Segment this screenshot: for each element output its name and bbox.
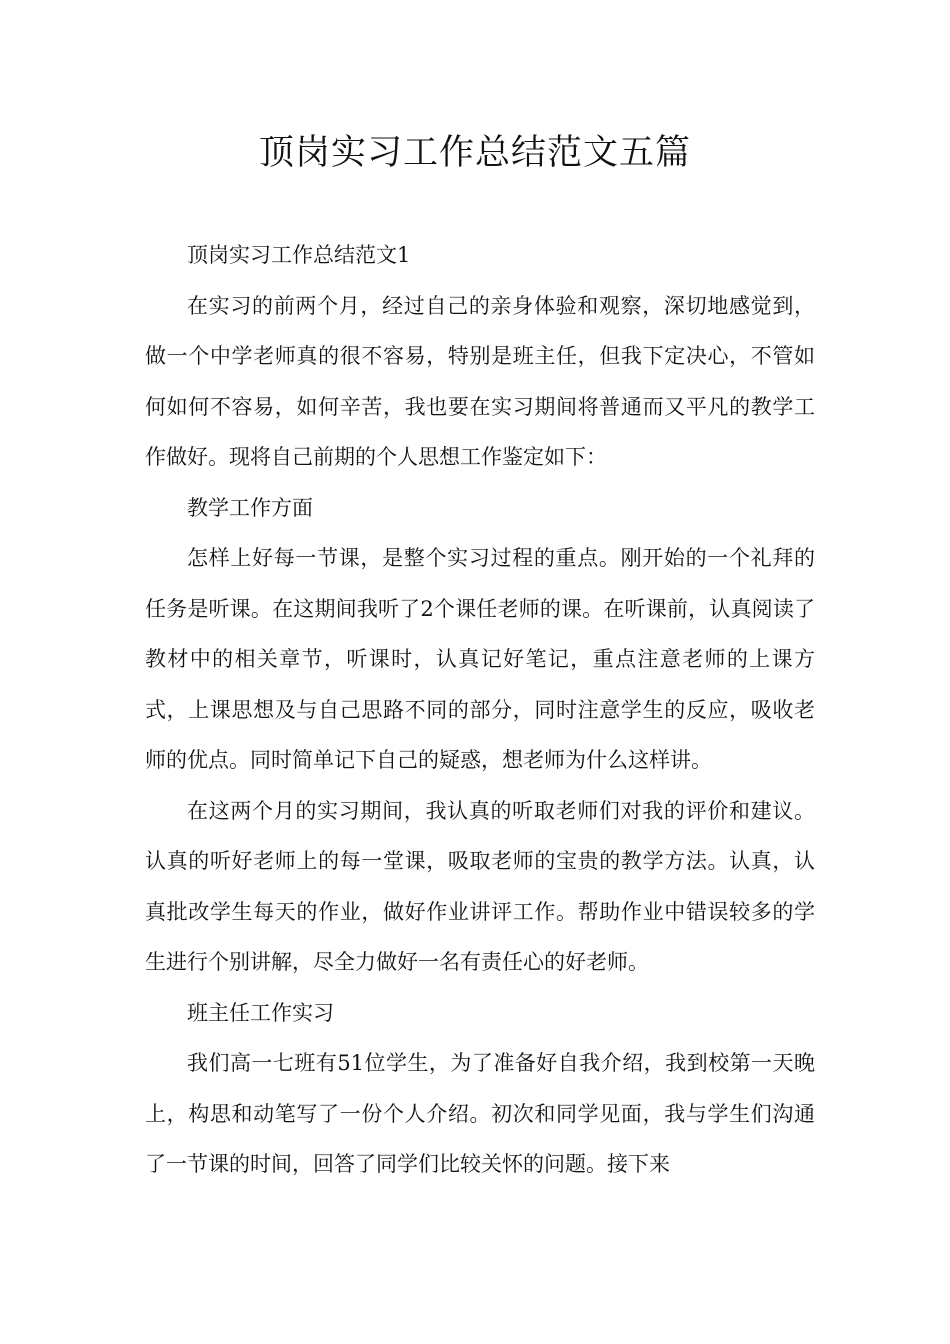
paragraph-intro: 在实习的前两个月，经过自己的亲身体验和观察，深切地感觉到，做一个中学老师真的很不容易，特别是班主任，但我下定决心，不管如何如何不容易，如何辛苦，我也要在实习期间将普通而又平凡的教学工作做好。现将自己前期的个人思想工作鉴定如下： — [145, 293, 815, 469]
document-body — [145, 230, 815, 1190]
paragraph-teaching-lessons: 怎样上好每一节课，是整个实习过程的重点。刚开始的一个礼拜的任务是听课。在这期间我听了2个课任老师的课。在听课前，认真阅读了教材中的相关章节，听课时，认真记好笔记，重点注意老师的上课方式，上课思想及与自己思路不同的部分，同时注意学生的反应，吸收老师的优点。同时简单记下自己的疑惑，想老师为什么这样讲。 — [145, 546, 815, 772]
section-heading-class-teacher: 班主任工作实习 — [187, 1000, 334, 1025]
section-heading-teaching: 教学工作方面 — [187, 495, 313, 520]
paragraph-class-teacher: 我们高一七班有51位学生，为了准备好自我介绍，我到校第一天晚上，构思和动笔写了一份个人介绍。初次和同学见面，我与学生们沟通了一节课的时间，回答了同学们比较关怀的问题。接下来 — [145, 1051, 815, 1176]
paragraph-teaching-feedback: 在这两个月的实习期间，我认真的听取老师们对我的评价和建议。认真的听好老师上的每一堂课，吸取老师的宝贵的教学方法。认真，认真批改学生每天的作业，做好作业讲评工作。帮助作业中错误较多的学生进行个别讲解，尽全力做好一名有责任心的好老师。 — [145, 798, 815, 974]
section-heading-essay-1: 顶岗实习工作总结范文1 — [187, 243, 411, 267]
document-title: 顶岗实习工作总结范文五篇 — [258, 133, 691, 173]
